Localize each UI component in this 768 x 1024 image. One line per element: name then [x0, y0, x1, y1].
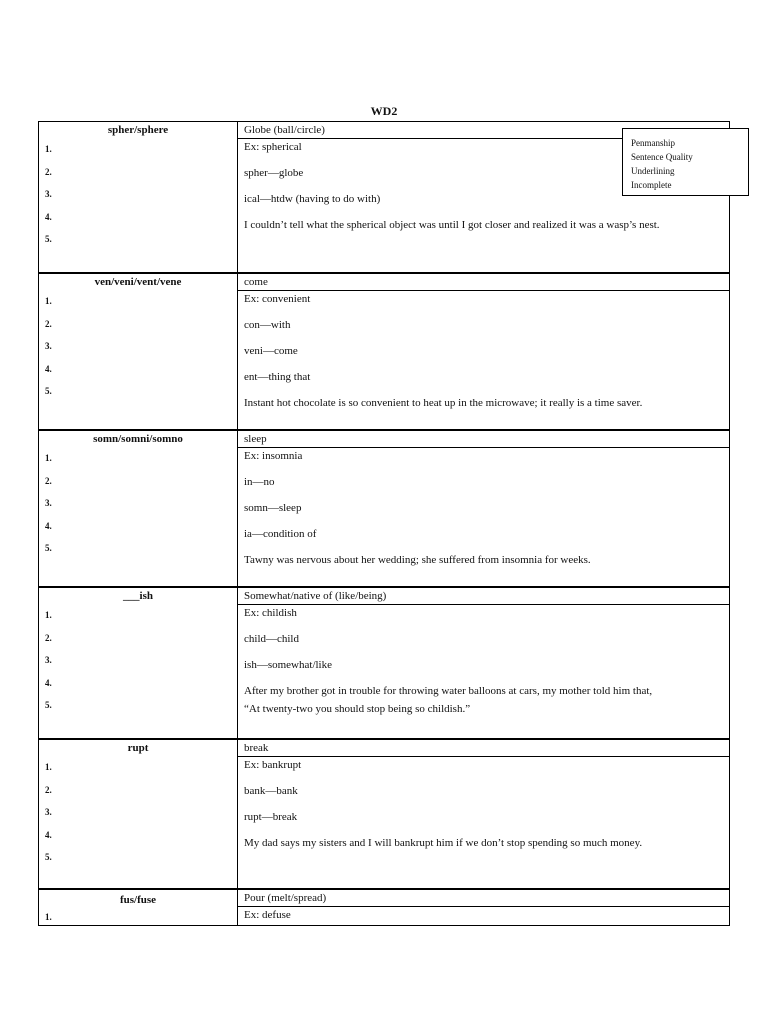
definition-lines — [244, 449, 723, 568]
definition-column — [238, 274, 729, 429]
root-meaning: come — [238, 274, 729, 291]
root-meaning: break — [238, 740, 729, 757]
root-section-fus — [38, 889, 730, 926]
example-sentence: Tawny was nervous about her wedding; she suffered from insomnia for weeks. — [244, 554, 591, 566]
number-list — [45, 144, 52, 257]
definition-lines — [244, 908, 723, 934]
number-label: 1. — [45, 453, 52, 463]
number-label: 1. — [45, 610, 52, 620]
number-label: 3. — [45, 807, 52, 817]
root-word: rupt — [127, 742, 149, 754]
root-section-rupt — [38, 739, 730, 889]
example-sentence: My dad says my sisters and I will bankrupt him if we don’t stop spending so much money. — [244, 837, 643, 849]
number-list — [45, 453, 52, 566]
example-word: Ex: spherical — [244, 141, 302, 153]
root-meaning: Pour (melt/spread) — [238, 890, 729, 907]
number-label: 3. — [45, 341, 52, 351]
definition-lines — [244, 292, 723, 411]
definition-column — [238, 431, 729, 586]
number-list — [45, 762, 52, 875]
word-part: ical—htdw (having to do with) — [244, 193, 381, 205]
number-label: 1. — [45, 762, 52, 772]
root-section-ish — [38, 587, 730, 739]
definition-column — [238, 588, 729, 738]
number-label: 5. — [45, 700, 52, 710]
word-part: con—with — [244, 319, 291, 331]
number-label: 2. — [45, 632, 52, 643]
rubric-item-penmanship: Penmanship — [631, 138, 675, 148]
number-label: 5. — [45, 234, 52, 244]
root-column — [39, 740, 238, 888]
definition-column — [238, 890, 729, 925]
example-sentence: After my brother got in trouble for throwing water balloons at cars, my mother told him that, — [244, 685, 653, 697]
root-word: ven/veni/vent/vene — [94, 276, 182, 288]
root-section-ven — [38, 273, 730, 430]
root-section-somn — [38, 430, 730, 587]
root-word: ___ish — [123, 590, 153, 602]
definition-lines — [244, 606, 723, 717]
root-column — [39, 431, 238, 586]
number-label: 1. — [45, 296, 52, 306]
number-label: 5. — [45, 852, 52, 862]
root-column — [39, 274, 238, 429]
root-column — [39, 588, 238, 738]
number-label: 2. — [45, 784, 52, 795]
number-label: 3. — [45, 498, 52, 508]
number-label: 2. — [45, 318, 52, 329]
rubric-item-incomplete: Incomplete — [631, 180, 672, 190]
example-sentence-continued: “At twenty-two you should stop being so childish.” — [244, 703, 471, 715]
word-part: veni—come — [244, 345, 298, 357]
root-column — [39, 890, 238, 925]
root-meaning: sleep — [238, 431, 729, 448]
example-word: Ex: childish — [244, 607, 297, 619]
word-part: child—child — [244, 633, 299, 645]
number-list — [45, 912, 52, 935]
root-word: fus/fuse — [119, 894, 157, 906]
root-word: somn/somni/somno — [93, 433, 183, 445]
example-sentence: I couldn’t tell what the spherical object was until I got closer and realized it was a wasp’s nest. — [244, 219, 660, 231]
example-word: Ex: convenient — [244, 293, 311, 305]
number-label: 5. — [45, 386, 52, 396]
definition-lines — [244, 758, 723, 851]
root-meaning: Globe (ball/circle) — [238, 122, 729, 139]
rubric-item-underlining: Underlining — [631, 166, 675, 176]
page-title: WD2 — [370, 104, 398, 118]
word-part: ia—condition of — [244, 528, 317, 540]
number-label: 5. — [45, 543, 52, 553]
number-label: 3. — [45, 655, 52, 665]
number-label: 3. — [45, 189, 52, 199]
example-word: Ex: defuse — [244, 909, 291, 921]
word-part: rupt—break — [244, 811, 298, 823]
root-word: spher/sphere — [107, 124, 169, 136]
number-list — [45, 610, 52, 723]
word-part: ent—thing that — [244, 371, 311, 383]
root-meaning: Somewhat/native of (like/being) — [238, 588, 729, 605]
example-word: Ex: insomnia — [244, 450, 303, 462]
root-column — [39, 122, 238, 272]
number-label: 1. — [45, 912, 52, 922]
example-sentence: Instant hot chocolate is so convenient to heat up in the microwave; it really is a time saver. — [244, 397, 643, 409]
number-label: 1. — [45, 144, 52, 154]
number-label: 2. — [45, 475, 52, 486]
definition-column — [238, 740, 729, 888]
word-part: spher—globe — [244, 167, 304, 179]
number-label: 4. — [45, 677, 52, 688]
number-label: 4. — [45, 211, 52, 222]
number-list — [45, 296, 52, 409]
rubric-item-sentence-quality: Sentence Quality — [631, 152, 693, 162]
number-label: 4. — [45, 363, 52, 374]
example-word: Ex: bankrupt — [244, 759, 302, 771]
word-part: in—no — [244, 476, 275, 488]
number-label: 2. — [45, 166, 52, 177]
grading-rubric-box — [622, 128, 749, 196]
word-part: somn—sleep — [244, 502, 302, 514]
word-part: bank—bank — [244, 785, 298, 797]
number-label: 4. — [45, 520, 52, 531]
number-label: 4. — [45, 829, 52, 840]
word-part: ish—somewhat/like — [244, 659, 332, 671]
